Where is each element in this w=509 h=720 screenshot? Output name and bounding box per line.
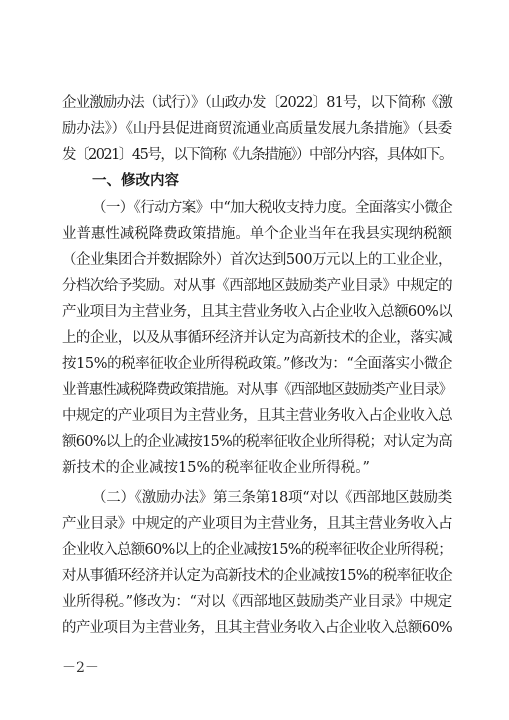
text-line: （一）《行动方案》中“加大税收支持力度。全面落实小微企 xyxy=(92,200,452,216)
text-line: 企业激励办法（试行）》（山政办发〔2022〕81号，以下简称《激 xyxy=(62,95,452,111)
text-line: 业普惠性减税降费政策措施。对从事《西部地区鼓励类产业目录》 xyxy=(62,382,452,398)
text-line: 按15%的税率征收企业所得税政策。”修改为：“全面落实小微企 xyxy=(62,356,452,372)
text-line: 励办法》）《山丹县促进商贸流通业高质量发展九条措施》（县委 xyxy=(62,121,452,137)
text-line: 业普惠性减税降费政策措施。单个企业当年在我县实现纳税额 xyxy=(62,226,452,242)
section-heading: 一、修改内容 xyxy=(92,173,179,189)
text-line: 的产业项目为主营业务，且其主营业务收入占企业收入总额60% xyxy=(62,620,452,636)
page-number: －2－ xyxy=(62,660,99,676)
text-line: 新技术的企业减按15%的税率征收企业所得税。” xyxy=(62,460,370,476)
text-line: （二）《激励办法》第三条第18项“对以《西部地区鼓励类 xyxy=(92,490,452,506)
text-line: 中规定的产业项目为主营业务，且其主营业务收入占企业收入总 xyxy=(62,408,452,424)
text-line: 上的企业，以及从事循环经济并认定为高新技术的企业，落实减 xyxy=(62,330,452,346)
text-line: 分档次给予奖励。对从事《西部地区鼓励类产业目录》中规定的 xyxy=(62,278,452,294)
text-line: 产业目录》中规定的产业项目为主营业务，且其主营业务收入占 xyxy=(62,516,452,532)
text-line: 发〔2021〕45号，以下简称《九条措施》）中部分内容，具体如下。 xyxy=(62,147,452,163)
text-line: 企业收入总额60%以上的企业减按15%的税率征收企业所得税； xyxy=(62,542,452,558)
text-line: 对从事循环经济并认定为高新技术的企业减按15%的税率征收企 xyxy=(62,568,452,584)
text-line: （企业集团合并数据除外）首次达到500万元以上的工业企业， xyxy=(62,252,452,268)
text-line: 额60%以上的企业减按15%的税率征收企业所得税；对认定为高 xyxy=(62,434,452,450)
text-line: 产业项目为主营业务，且其主营业务收入占企业收入总额60%以 xyxy=(62,304,452,320)
text-line: 业所得税。”修改为：“对以《西部地区鼓励类产业目录》中规定 xyxy=(62,594,452,610)
